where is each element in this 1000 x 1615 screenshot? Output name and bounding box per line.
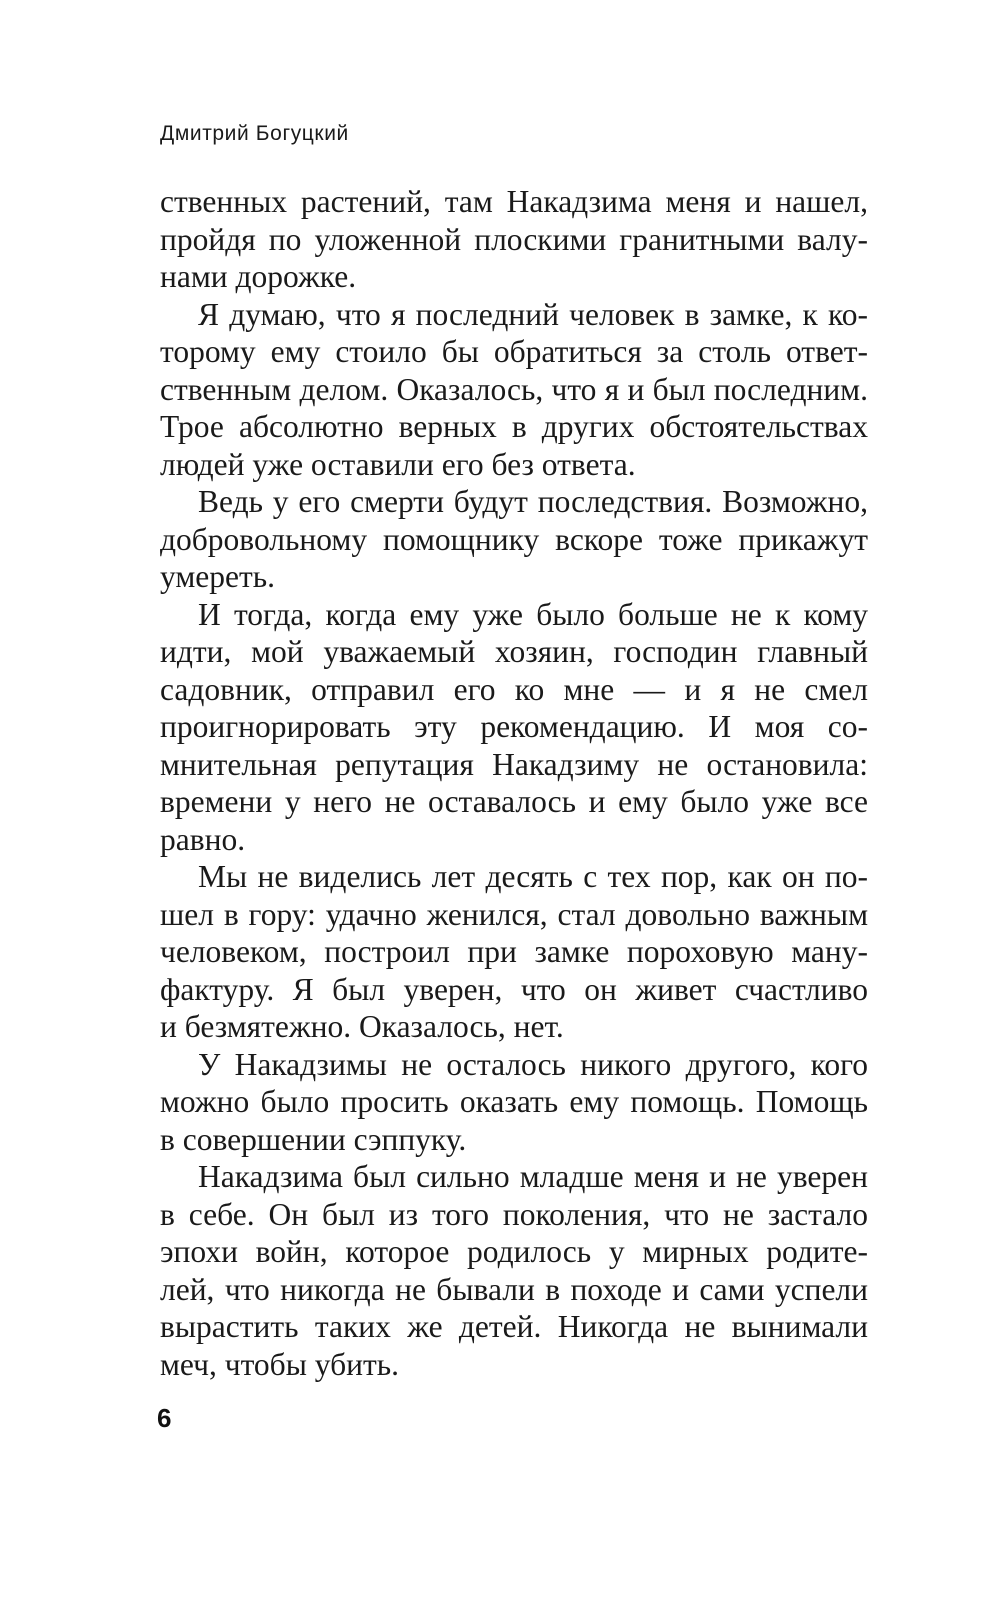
text-line: И тогда, когда ему уже было больше не к кому — [198, 596, 868, 632]
text-line: времени у него не оставалось и ему было уже все — [160, 784, 868, 819]
text-line: меч, чтобы убить. — [160, 1346, 399, 1382]
text-line: ственных растений, там Накадзима меня и нашел, — [160, 184, 868, 219]
text-line: У Накадзимы не осталось никого другого, кого — [198, 1046, 868, 1082]
running-header-author: Дмитрий Богуцкий — [160, 122, 349, 145]
text-line: в совершении сэппуку. — [160, 1121, 467, 1157]
text-line: вырастить таких же детей. Никогда не вынимали — [160, 1309, 868, 1344]
text-line: Трое абсолютно верных в других обстоятельствах — [160, 409, 868, 444]
text-line: Накадзима был сильно младше меня и не уверен — [198, 1159, 868, 1194]
text-line: идти, мой уважаемый хозяин, господин главный — [160, 634, 868, 669]
text-line: эпохи войн, которое родилось у мирных родите- — [160, 1234, 868, 1269]
body-text — [160, 183, 868, 1383]
text-line: мнительная репутация Накадзиму не остановила: — [160, 746, 868, 782]
text-line: садовник, отправил его ко мне — и я не смел — [160, 671, 868, 707]
text-line: шел в гору: удачно женился, стал довольно важным — [160, 896, 868, 932]
text-line: и безмятежно. Оказалось, нет. — [160, 1009, 564, 1044]
text-line: нами дорожке. — [160, 259, 357, 294]
text-line: проигнорировать эту рекомендацию. И моя со- — [160, 709, 868, 744]
text-line: торому ему стоило бы обратиться за столь ответ- — [160, 334, 868, 369]
text-line: Я думаю, что я последний человек в замке, к ко- — [198, 296, 868, 332]
text-line: людей уже оставили его без ответа. — [160, 446, 636, 482]
text-line: можно было просить оказать ему помощь. Помощь — [160, 1084, 868, 1119]
text-line: пройдя по уложенной плоскими гранитными валу- — [160, 221, 868, 257]
text-line: умереть. — [160, 559, 275, 594]
text-line: ственным делом. Оказалось, что я и был последним. — [160, 371, 868, 407]
text-line: человеком, построил при замке пороховую ману- — [160, 934, 868, 969]
text-line: в себе. Он был из того поколения, что не застало — [160, 1196, 868, 1232]
text-line: добровольному помощнику вскоре тоже прикажут — [160, 521, 868, 557]
text-line: Мы не виделись лет десять с тех пор, как он по- — [198, 859, 868, 894]
text-line: лей, что никогда не бывали в походе и сами успели — [160, 1271, 868, 1307]
text-line: равно. — [160, 821, 246, 857]
text-line: Ведь у его смерти будут последствия. Возможно, — [198, 484, 868, 519]
text-line: фактуру. Я был уверен, что он живет счастливо — [160, 971, 868, 1007]
page-number: 6 — [157, 1403, 172, 1433]
